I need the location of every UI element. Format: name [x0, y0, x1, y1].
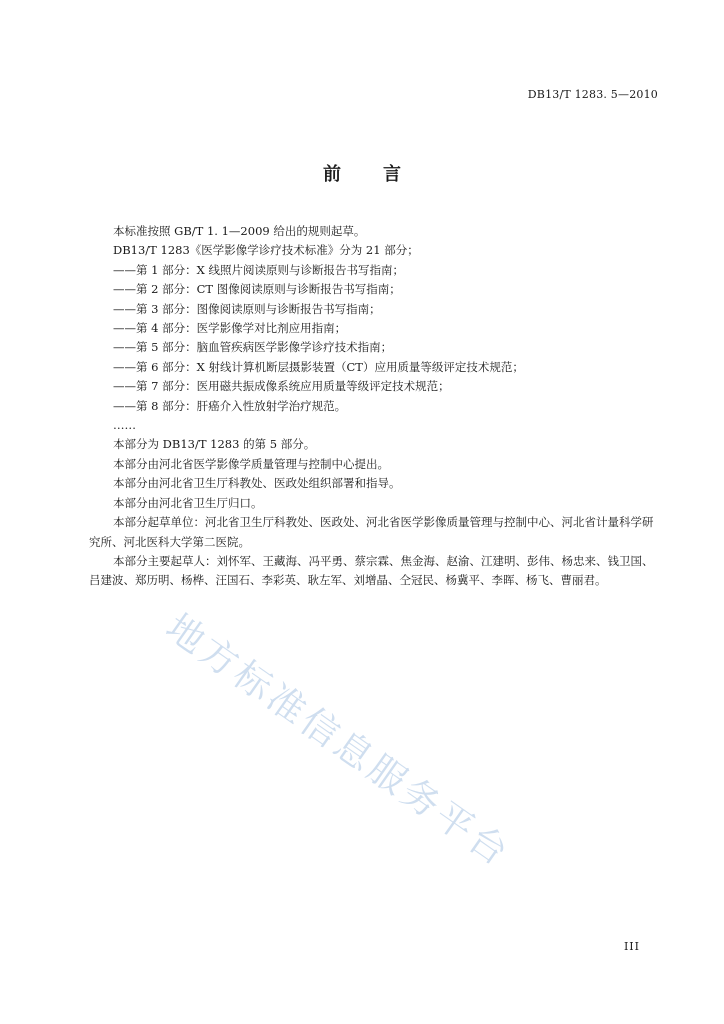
paragraph-drafting-units: 本部分起草单位：河北省卫生厅科教处、医政处、河北省医学影像质量管理与控制中心、河北省计量科学研究所、河北医科大学第二医院。 — [89, 515, 654, 549]
list-item-part-4: ——第 4 部分：医学影像学对比剂应用指南； — [113, 321, 347, 336]
list-item-part-2: ——第 2 部分：CT 图像阅读原则与诊断报告书写指南； — [113, 282, 401, 297]
paragraph-drafting-rule: 本标准按照 GB/T 1. 1—2009 给出的规则起草。 — [113, 224, 366, 238]
list-item-part-7: ——第 7 部分：医用磁共振成像系统应用质量等级评定技术规范； — [113, 379, 450, 394]
list-item-part-1: ——第 1 部分：X 线照片阅读原则与诊断报告书写指南； — [113, 262, 404, 277]
ellipsis: …… — [113, 418, 136, 433]
paragraph-drafters: 本部分主要起草人：刘怀军、王藏海、冯平勇、蔡宗霖、焦金海、赵渝、江建明、彭伟、杨忠来、钱卫国、吕建波、郑历明、杨桦、汪国石、李彩英、耿左军、刘增晶、仝冠民、杨冀平、李晖、杨飞、曹丽君。 — [89, 553, 654, 588]
foreword-body — [89, 222, 659, 591]
list-item-part-6: ——第 6 部分：X 射线计算机断层摄影装置（CT）应用质量等级评定技术规范； — [113, 359, 524, 374]
title-char-1: 前 — [323, 164, 341, 185]
paragraph-standard-parts: DB13/T 1283《医学影像学诊疗技术标准》分为 21 部分； — [113, 243, 419, 258]
paragraph-organizer: 本部分由河北省卫生厅科教处、医政处组织部署和指导。 — [113, 476, 401, 491]
paragraph-part-number: 本部分为 DB13/T 1283 的第 5 部分。 — [113, 437, 316, 452]
list-item-part-3: ——第 3 部分：图像阅读原则与诊断报告书写指南； — [113, 301, 381, 316]
page-title — [0, 160, 724, 186]
list-item-part-5: ——第 5 部分：脑血管疾病医学影像学诊疗技术指南； — [113, 340, 393, 355]
list-item-part-8: ——第 8 部分：肝癌介入性放射学治疗规范。 — [113, 398, 347, 413]
paragraph-proposer: 本部分由河北省医学影像学质量管理与控制中心提出。 — [113, 456, 389, 471]
page-number: III — [623, 940, 640, 953]
watermark: 地方标准信息服务平台 — [158, 605, 519, 876]
paragraph-centralized: 本部分由河北省卫生厅归口。 — [113, 495, 263, 510]
document-code: DB13/T 1283. 5—2010 — [527, 88, 658, 101]
title-char-2: 言 — [383, 164, 401, 185]
